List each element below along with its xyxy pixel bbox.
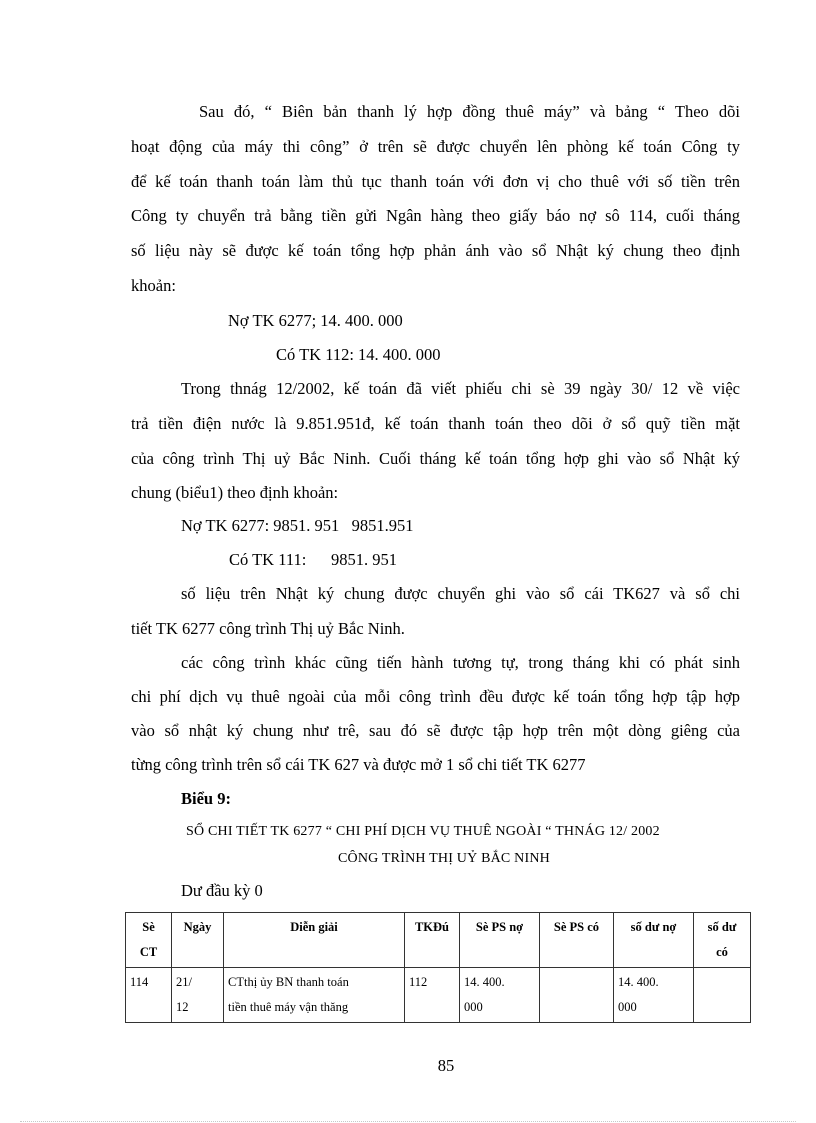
cell-ngay: 21/ 12: [172, 968, 224, 1023]
paragraph-2-line-4: chung (biểu1) theo định khoản:: [131, 483, 339, 502]
journal-entry-1-debit: Nợ TK 6277; 14. 400. 000: [228, 311, 403, 330]
paragraph-3-line-2: tiết TK 6277 công trình Thị uỷ Bắc Ninh.: [131, 619, 405, 638]
journal-entry-2-credit: Có TK 111: 9851. 951: [229, 550, 398, 569]
header-so-ct: Sè CT: [126, 913, 172, 968]
header-ps-co: Sè PS có: [540, 913, 614, 968]
paragraph-4-line-3: vào sổ nhật ký chung như trê, sau đó sẽ được tập hợp trên một dòng giêng của: [131, 721, 740, 740]
cell-tk-du: 112: [405, 968, 460, 1023]
paragraph-1-line-6: khoản:: [131, 276, 176, 295]
journal-entry-2-debit: Nợ TK 6277: 9851. 951 9851.951: [181, 516, 414, 535]
paragraph-1-line-4: Công ty chuyển trả bằng tiền gửi Ngân hàng theo giấy báo nợ sô 114, cuối tháng: [131, 206, 740, 225]
opening-balance: Dư đầu kỳ 0: [181, 881, 263, 900]
cell-so-ct: 114: [126, 968, 172, 1023]
ledger-table: [125, 912, 751, 1023]
cell-dien-giai: CTthị ủy BN thanh toán tiền thuê máy vận thăng: [224, 968, 405, 1023]
paragraph-1-line-5: số liệu này sẽ được kế toán tổng hợp phản ánh vào sổ Nhật ký chung theo định: [131, 241, 740, 260]
header-tk-du: TKĐú: [405, 913, 460, 968]
paragraph-3-line-1: số liệu trên Nhật ký chung được chuyển ghi vào sổ cái TK627 và sổ chi: [181, 584, 740, 603]
paragraph-1-line-1: Sau đó, “ Biên bản thanh lý hợp đồng thuê máy” và bảng “ Theo dõi: [199, 102, 740, 121]
footer-divider: [20, 1121, 796, 1122]
page-number: 85: [437, 1056, 455, 1075]
header-du-co: số dư có: [694, 913, 751, 968]
table-label: Biểu 9:: [181, 789, 231, 808]
table-row: [126, 968, 751, 1023]
paragraph-2-line-3: của công trình Thị uỷ Bắc Ninh. Cuối tháng kế toán tổng hợp ghi vào sổ Nhật ký: [131, 449, 740, 468]
header-ps-no: Sè PS nợ: [460, 913, 540, 968]
header-dien-giai: Diễn giải: [224, 913, 405, 968]
cell-ps-no: 14. 400. 000: [460, 968, 540, 1023]
header-ngay: Ngày: [172, 913, 224, 968]
paragraph-2-line-1: Trong thnág 12/2002, kế toán đã viết phiếu chi sè 39 ngày 30/ 12 về việc: [181, 379, 740, 398]
ledger-header-row: [126, 913, 751, 968]
header-du-no: số dư nợ: [614, 913, 694, 968]
paragraph-1-line-2: hoạt động của máy thi công” ở trên sẽ được chuyển lên phòng kế toán Công ty: [131, 137, 740, 156]
journal-entry-1-credit: Có TK 112: 14. 400. 000: [276, 345, 441, 364]
paragraph-1-line-3: để kế toán thanh toán làm thủ tục thanh toán với đơn vị cho thuê với số tiền trên: [131, 172, 740, 191]
cell-du-co: [694, 968, 751, 1023]
cell-du-no: 14. 400. 000: [614, 968, 694, 1023]
table-title-line-2: CÔNG TRÌNH THỊ UỶ BẮC NINH: [338, 851, 550, 866]
table-title-line-1: SỔ CHI TIẾT TK 6277 “ CHI PHÍ DỊCH VỤ THUÊ NGOÀI “ THNÁG 12/ 2002: [186, 824, 660, 839]
cell-ps-co: [540, 968, 614, 1023]
paragraph-4-line-1: các công trình khác cũng tiến hành tương tự, trong tháng khi có phát sinh: [181, 653, 740, 672]
paragraph-4-line-4: từng công trình trên sổ cái TK 627 và được mở 1 sổ chi tiết TK 6277: [131, 755, 586, 774]
paragraph-4-line-2: chi phí dịch vụ thuê ngoài của mỗi công trình đều được kế toán tổng hợp tập hợp: [131, 687, 740, 706]
paragraph-2-line-2: trả tiền điện nước là 9.851.951đ, kế toán thanh toán theo dõi ở sổ quỹ tiền mặt: [131, 414, 740, 433]
